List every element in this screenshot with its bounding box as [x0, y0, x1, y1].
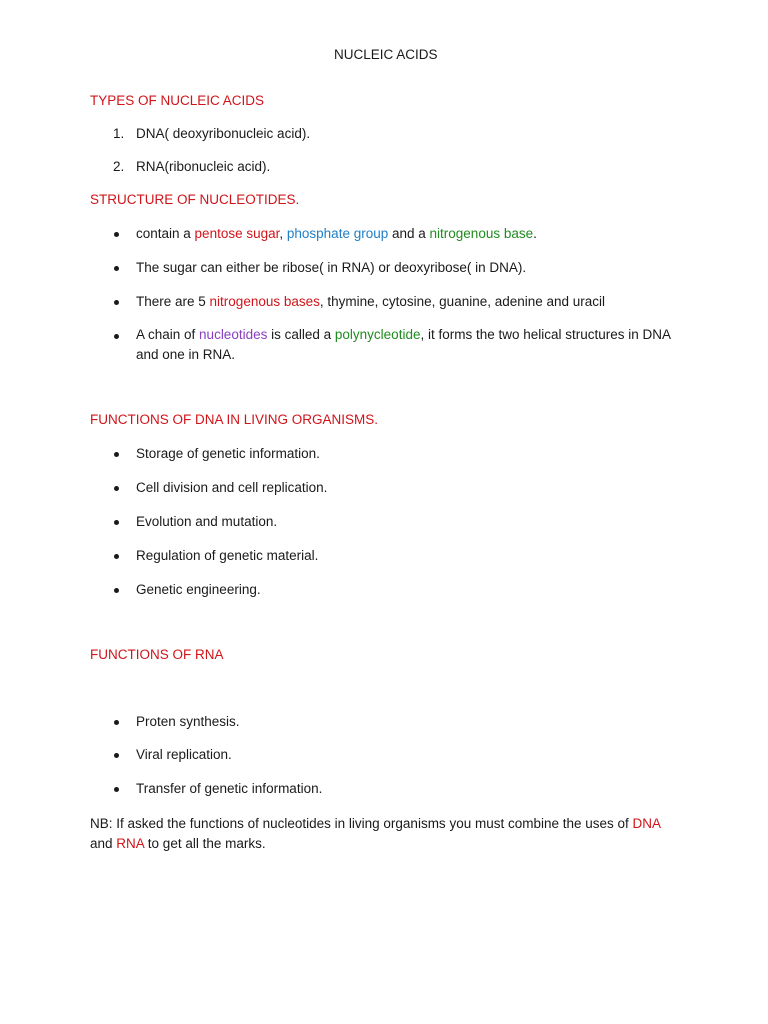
list-item-dna: DNA( deoxyribonucleic acid).: [136, 126, 311, 141]
section-heading-types: TYPES OF NUCLEIC ACIDS: [90, 93, 265, 108]
section-heading-structure: STRUCTURE OF NUCLEOTIDES.: [90, 192, 300, 207]
list-item-components: contain a pentose sugar, phosphate group and a nitrogenous base.: [136, 226, 537, 241]
bullet: [114, 720, 119, 725]
list-item-sugar: The sugar can either be ribose( in RNA) or deoxyribose( in DNA).: [136, 260, 527, 275]
list-number: 2.: [113, 159, 125, 174]
bullet: [114, 266, 119, 271]
list-number: 1.: [113, 126, 125, 141]
bullet: [114, 452, 119, 457]
bullet: [114, 520, 119, 525]
section-heading-dna-functions: FUNCTIONS OF DNA IN LIVING ORGANISMS.: [90, 412, 379, 427]
bullet: [114, 300, 119, 305]
list-item: Storage of genetic information.: [136, 446, 320, 461]
bullet: [114, 787, 119, 792]
bullet: [114, 334, 119, 339]
bullet: [114, 554, 119, 559]
list-item: Proten synthesis.: [136, 714, 240, 729]
bullet: [114, 753, 119, 758]
bullet: [114, 486, 119, 491]
list-item-bases: There are 5 nitrogenous bases, thymine, cytosine, guanine, adenine and uracil: [136, 294, 606, 309]
list-item: Evolution and mutation.: [136, 514, 278, 529]
list-item-rna: RNA(ribonucleic acid).: [136, 159, 271, 174]
list-item-chain: A chain of nucleotides is called a polynycleotide, it forms the two helical structures in DNA and one in RNA.: [136, 327, 671, 362]
bullet: [114, 232, 119, 237]
bullet: [114, 588, 119, 593]
section-heading-rna-functions: FUNCTIONS OF RNA: [90, 647, 224, 662]
document-title: NUCLEIC ACIDS: [334, 47, 438, 62]
list-item: Transfer of genetic information.: [136, 781, 323, 796]
list-item: Cell division and cell replication.: [136, 480, 328, 495]
list-item: Genetic engineering.: [136, 582, 261, 597]
list-item: Viral replication.: [136, 747, 232, 762]
note-paragraph: NB: If asked the functions of nucleotides in living organisms you must combine the uses of DNA and RNA to get all the marks.: [90, 816, 661, 851]
list-item: Regulation of genetic material.: [136, 548, 319, 563]
